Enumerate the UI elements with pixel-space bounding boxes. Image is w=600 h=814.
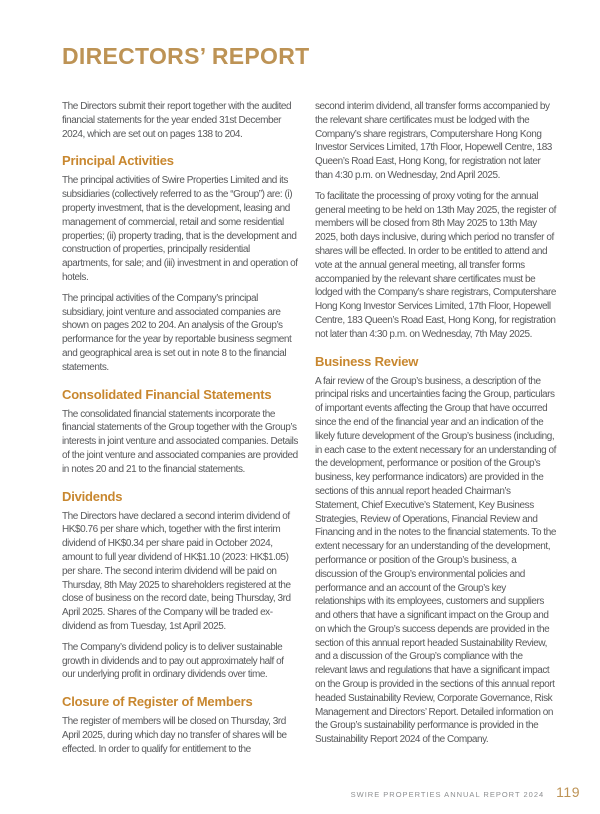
principal-activities-paragraph-2: The principal activities of the Company’s principal subsidiary, joint venture and associated companies are shown on pages 202 to 204. An analysis of the Group’s performance for the year by reportable business segment and geographical area is set out in note 8 to the financial statements. <box>62 292 292 373</box>
section-heading-dividends: Dividends <box>62 488 123 504</box>
footer-report-name: SWIRE PROPERTIES ANNUAL REPORT 2024 <box>350 790 545 799</box>
principal-activities-paragraph-1: The principal activities of Swire Properties Limited and its subsidiaries (collectively referred to as the “Group”) are: (i) property investment, that is the development, leasing and management of commercial, retail and some residential properties; (ii) property trading, that is the development and construction of properties, principally residential apartments, for sale; and (iii) investment in and operation of hotels. <box>62 175 298 283</box>
intro-paragraph: The Directors submit their report together with the audited financial statements for the year ended 31st December 2024, which are set out on pages 138 to 204. <box>62 101 292 140</box>
section-heading-consolidated-financial-statements: Consolidated Financial Statements <box>62 386 272 402</box>
two-column-layout <box>62 100 556 763</box>
right-column <box>315 100 556 763</box>
dividends-paragraph-2: The Company’s dividend policy is to deliver sustainable growth in dividends and to pay out approximately half of our underlying profit in ordinary dividends over time. <box>62 641 284 681</box>
page-footer <box>351 784 580 800</box>
consolidated-financial-statements-paragraph: The consolidated financial statements incorporate the financial statements of the Group together with the Group’s interests in joint venture and associated companies. Details of the joint venture and associated companies are provided in notes 20 and 21 to the financial statements. <box>62 408 298 475</box>
business-review-paragraph: A fair review of the Group’s business, a description of the principal risks and uncertainties facing the Group, particulars of important events affecting the Group that have occurred since the end of the financial year and an indication of the likely future development of the Group’s business (including, in each case to the extent necessary for an understanding of the development, performance or position of the Group’s business, key performance indicators) are provided in the sections of this annual report headed Chairman’s Statement, Chief Executive’s Statement, Key Business Strategies, Review of Operations, Financial Review and Financing and in the notes to the financial statements. To the extent necessary for an understanding of the development, performance or position of the Group’s business, a discussion of the Group’s environmental policies and performance and an account of the Group’s key relationships with its employees, customers and suppliers and others that have a significant impact on the Group and on which the Group’s success depends are provided in the section of this annual report headed Sustainability Review, and a discussion of the Group’s compliance with the relevant laws and regulations that have a significant impact on the Group is provided in the sections of this annual report headed Sustainability Review, Corporate Governance, Risk Management and Directors’ Report. Detailed information on the Group’s sustainability performance is provided in the Sustainability Report 2024 of the Company. <box>315 375 556 746</box>
page-title: DIRECTORS’ REPORT <box>62 43 310 70</box>
section-heading-business-review: Business Review <box>315 353 419 369</box>
closure-of-register-paragraph-1-left: The register of members will be closed on Thursday, 3rd April 2025, during which day no transfer of shares will be effected. In order to qualify for entitlement to the <box>62 716 287 755</box>
footer-page-number: 119 <box>556 784 580 800</box>
left-column <box>62 100 298 763</box>
dividends-paragraph-1: The Directors have declared a second interim dividend of HK$0.76 per share which, together with the first interim dividend of HK$0.34 per share paid in October 2024, amount to full year dividend of HK$1.10 (2023: HK$1.05) per share. The second interim dividend will be paid on Thursday, 8th May 2025 to shareholders registered at the close of business on the record date, being Thursday, 3rd April 2025. Shares of the Company will be traded ex-dividend as from Tuesday, 1st April 2025. <box>62 510 291 632</box>
section-heading-closure-of-register-of-members: Closure of Register of Members <box>62 694 253 710</box>
closure-of-register-paragraph-1-continued: second interim dividend, all transfer forms accompanied by the relevant share certificates must be lodged with the Company’s share registrars, Computershare Hong Kong Investor Services Limited, 17th Floor, Hopewell Centre, 183 Queen’s Road East, Hong Kong, for registration not later than 4:30 p.m. on Wednesday, 2nd April 2025. <box>315 101 552 181</box>
closure-of-register-paragraph-2: To facilitate the processing of proxy voting for the annual general meeting to be held on 13th May 2025, the register of members will be closed from 8th May 2025 to 13th May 2025, both days inclusive, during which period no transfer of shares will be effected. In order to be entitled to attend and vote at the annual general meeting, all transfer forms accompanied by the relevant share certificates must be lodged with the Company’s share registrars, Computershare Hong Kong Investor Services Limited, 17th Floor, Hopewell Centre, 183 Queen’s Road East, Hong Kong, for registration not later than 4:30 p.m. on Wednesday, 7th May 2025. <box>315 190 556 340</box>
section-heading-principal-activities: Principal Activities <box>62 153 174 169</box>
